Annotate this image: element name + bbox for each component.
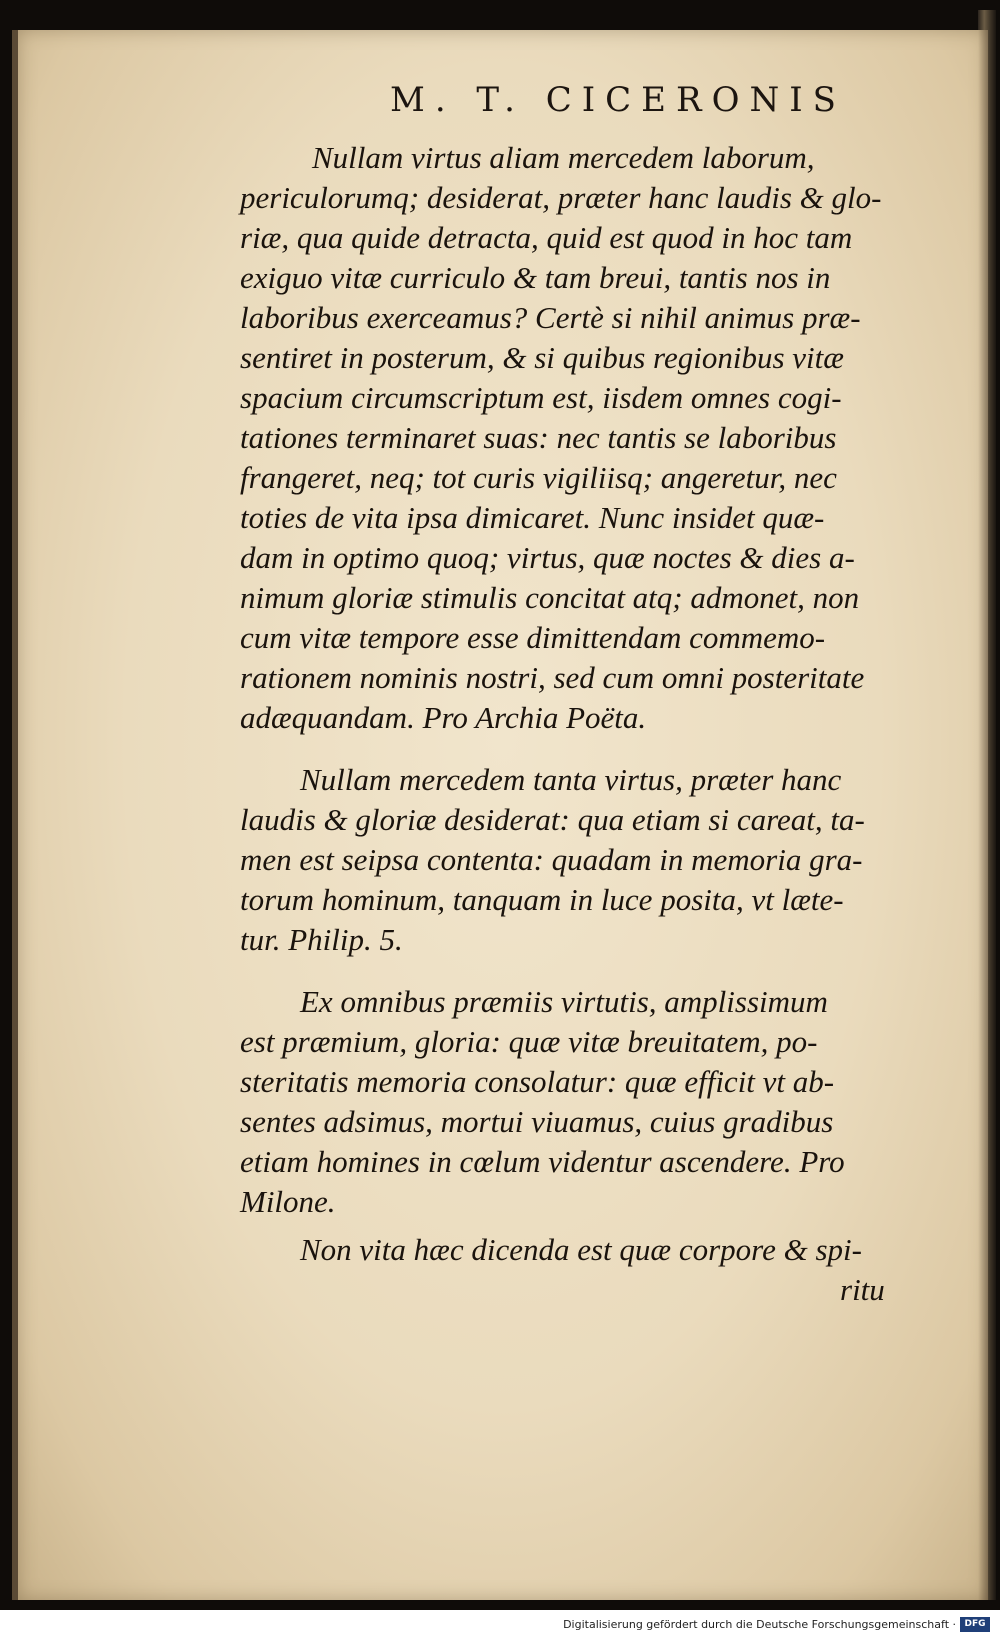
funding-credit: Digitalisierung gefördert durch die Deutsche Forschungsgemeinschaft · — [563, 1618, 956, 1631]
quote-paragraph — [240, 1230, 920, 1310]
text-line: Ex omnibus præmiis virtutis, amplissimum — [300, 984, 828, 1019]
text-line: est præmium, gloria: quæ vitæ breuitatem, po- — [240, 1024, 818, 1059]
running-title: M. T. CICERONIS — [390, 80, 846, 120]
text-line: torum hominum, tanquam in luce posita, vt læte- — [240, 882, 844, 917]
text-line: frangeret, neq; tot curis vigiliisq; angeretur, nec — [240, 460, 837, 495]
quote-paragraph — [240, 982, 920, 1222]
text-line: tationes terminaret suas: nec tantis se laboribus — [240, 420, 837, 455]
text-line: tur. Philip. 5. — [240, 922, 403, 957]
text-line: Milone. — [240, 1184, 336, 1219]
text-line: adæquandam. Pro Archia Poëta. — [240, 700, 647, 735]
quote-paragraph — [240, 138, 920, 738]
page-body — [240, 138, 920, 1310]
text-line: rationem nominis nostri, sed cum omni posteritate — [240, 660, 865, 695]
text-line: exiguo vitæ curriculo & tam breui, tantis nos in — [240, 260, 831, 295]
text-line: sentiret in posterum, & si quibus regionibus vitæ — [240, 340, 844, 375]
dfg-logo: DFG — [960, 1617, 990, 1632]
text-line: laudis & gloriæ desiderat: qua etiam si careat, ta- — [240, 802, 865, 837]
text-line: laboribus exerceamus? Certè si nihil animus præ- — [240, 300, 861, 335]
text-line: etiam homines in cœlum videntur ascendere. Pro — [240, 1144, 845, 1179]
text-line: dam in optimo quoq; virtus, quæ noctes & dies a- — [240, 540, 855, 575]
text-line: spacium circumscriptum est, iisdem omnes cogi- — [240, 380, 842, 415]
text-line: steritatis memoria consolatur: quæ efficit vt ab- — [240, 1064, 835, 1099]
text-line: periculorumq; desiderat, præter hanc laudis & glo- — [240, 180, 882, 215]
text-line: riæ, qua quide detracta, quid est quod in hoc tam — [240, 220, 853, 255]
text-line: cum vitæ tempore esse dimittendam commemo- — [240, 620, 826, 655]
text-line: men est seipsa contenta: quadam in memoria gra- — [240, 842, 863, 877]
text-line: sentes adsimus, mortui viuamus, cuius gradibus — [240, 1104, 834, 1139]
text-line: nimum gloriæ stimulis concitat atq; admonet, non — [240, 580, 860, 615]
digitization-footer — [0, 1610, 1000, 1642]
text-line: toties de vita ipsa dimicaret. Nunc insidet quæ- — [240, 500, 825, 535]
text-line: Nullam virtus aliam mercedem laborum, — [312, 140, 815, 175]
text-line: Nullam mercedem tanta virtus, præter hanc — [300, 762, 842, 797]
text-line: Non vita hæc dicenda est quæ corpore & spi- — [300, 1232, 862, 1267]
catchword: ritu — [840, 1272, 885, 1307]
quote-paragraph — [240, 760, 920, 960]
